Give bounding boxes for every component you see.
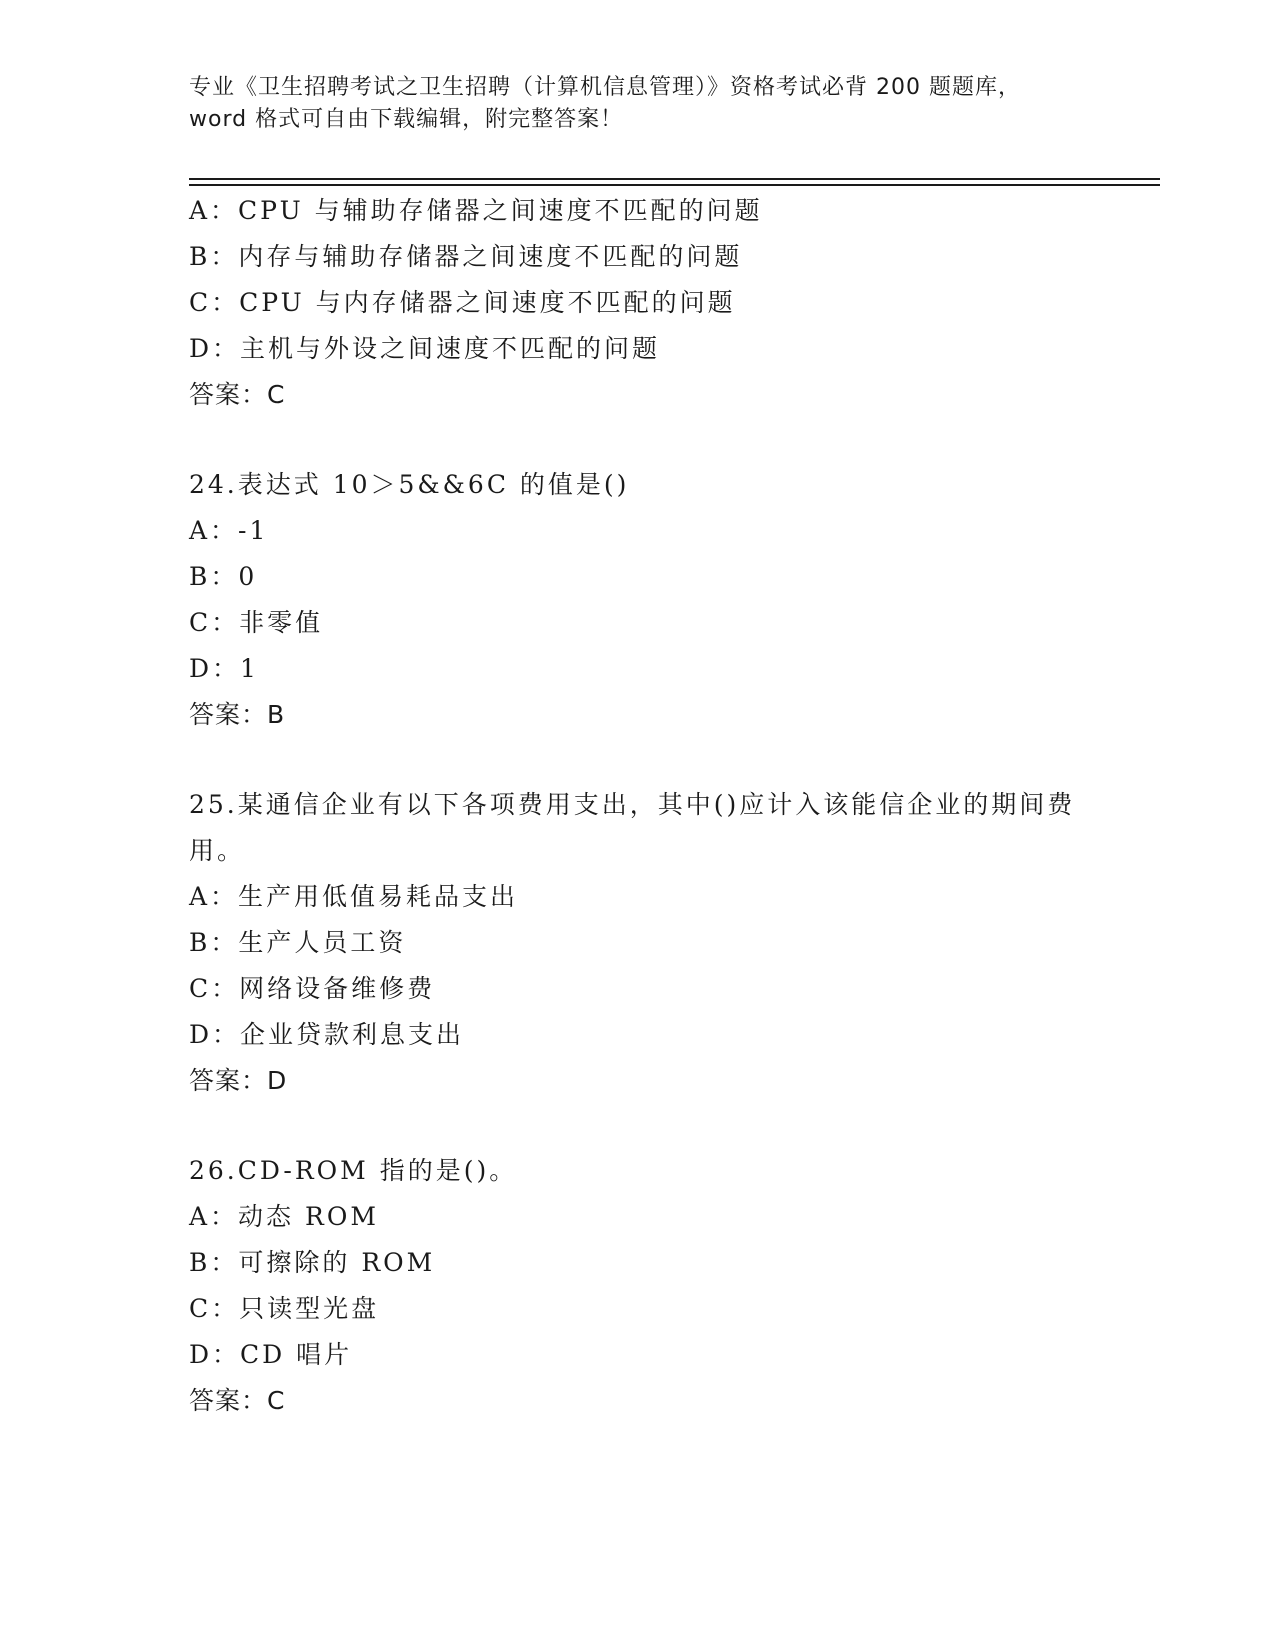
option-a: A：生产用低值易耗品支出 bbox=[189, 882, 519, 911]
spacer bbox=[189, 418, 1109, 462]
question-stem: 26.CD-ROM 指的是()。 bbox=[189, 1156, 518, 1185]
header-line-1: 专业《卫生招聘考试之卫生招聘（计算机信息管理）》资格考试必背 200 题题库， bbox=[189, 75, 1021, 100]
question-23-continued bbox=[189, 188, 1109, 418]
option-b: B：0 bbox=[189, 562, 258, 591]
option-d: D：主机与外设之间速度不匹配的问题 bbox=[189, 334, 661, 363]
option-a: A：CPU 与辅助存储器之间速度不匹配的问题 bbox=[189, 196, 763, 225]
option-b: B：生产人员工资 bbox=[189, 928, 407, 957]
option-b: B：可擦除的 ROM bbox=[189, 1248, 436, 1277]
spacer bbox=[189, 738, 1109, 782]
option-c: C：网络设备维修费 bbox=[189, 974, 436, 1003]
option-a: A：-1 bbox=[189, 516, 269, 545]
question-stem: 25.某通信企业有以下各项费用支出，其中()应计入该能信企业的期间费用。 bbox=[189, 790, 1076, 865]
document-header bbox=[189, 72, 1089, 136]
answer-line: 答案：C bbox=[189, 1386, 286, 1415]
question-25 bbox=[189, 782, 1109, 1104]
option-d: D：企业贷款利息支出 bbox=[189, 1020, 465, 1049]
spacer bbox=[189, 1104, 1109, 1148]
option-d: D：1 bbox=[189, 654, 259, 683]
option-d: D：CD 唱片 bbox=[189, 1340, 353, 1369]
option-c: C：只读型光盘 bbox=[189, 1294, 380, 1323]
question-24 bbox=[189, 462, 1109, 738]
question-26 bbox=[189, 1148, 1109, 1424]
header-divider-top bbox=[189, 178, 1160, 180]
answer-line: 答案：D bbox=[189, 1066, 288, 1095]
header-divider-bottom bbox=[189, 184, 1160, 186]
answer-line: 答案：C bbox=[189, 380, 286, 409]
option-c: C：CPU 与内存储器之间速度不匹配的问题 bbox=[189, 288, 736, 317]
answer-line: 答案：B bbox=[189, 700, 286, 729]
option-a: A：动态 ROM bbox=[189, 1202, 379, 1231]
option-b: B：内存与辅助存储器之间速度不匹配的问题 bbox=[189, 242, 743, 271]
option-c: C：非零值 bbox=[189, 608, 324, 637]
header-line-2: word 格式可自由下载编辑，附完整答案！ bbox=[189, 107, 624, 132]
question-list bbox=[189, 188, 1109, 1424]
question-stem: 24.表达式 10＞5&&6C 的值是() bbox=[189, 470, 630, 499]
